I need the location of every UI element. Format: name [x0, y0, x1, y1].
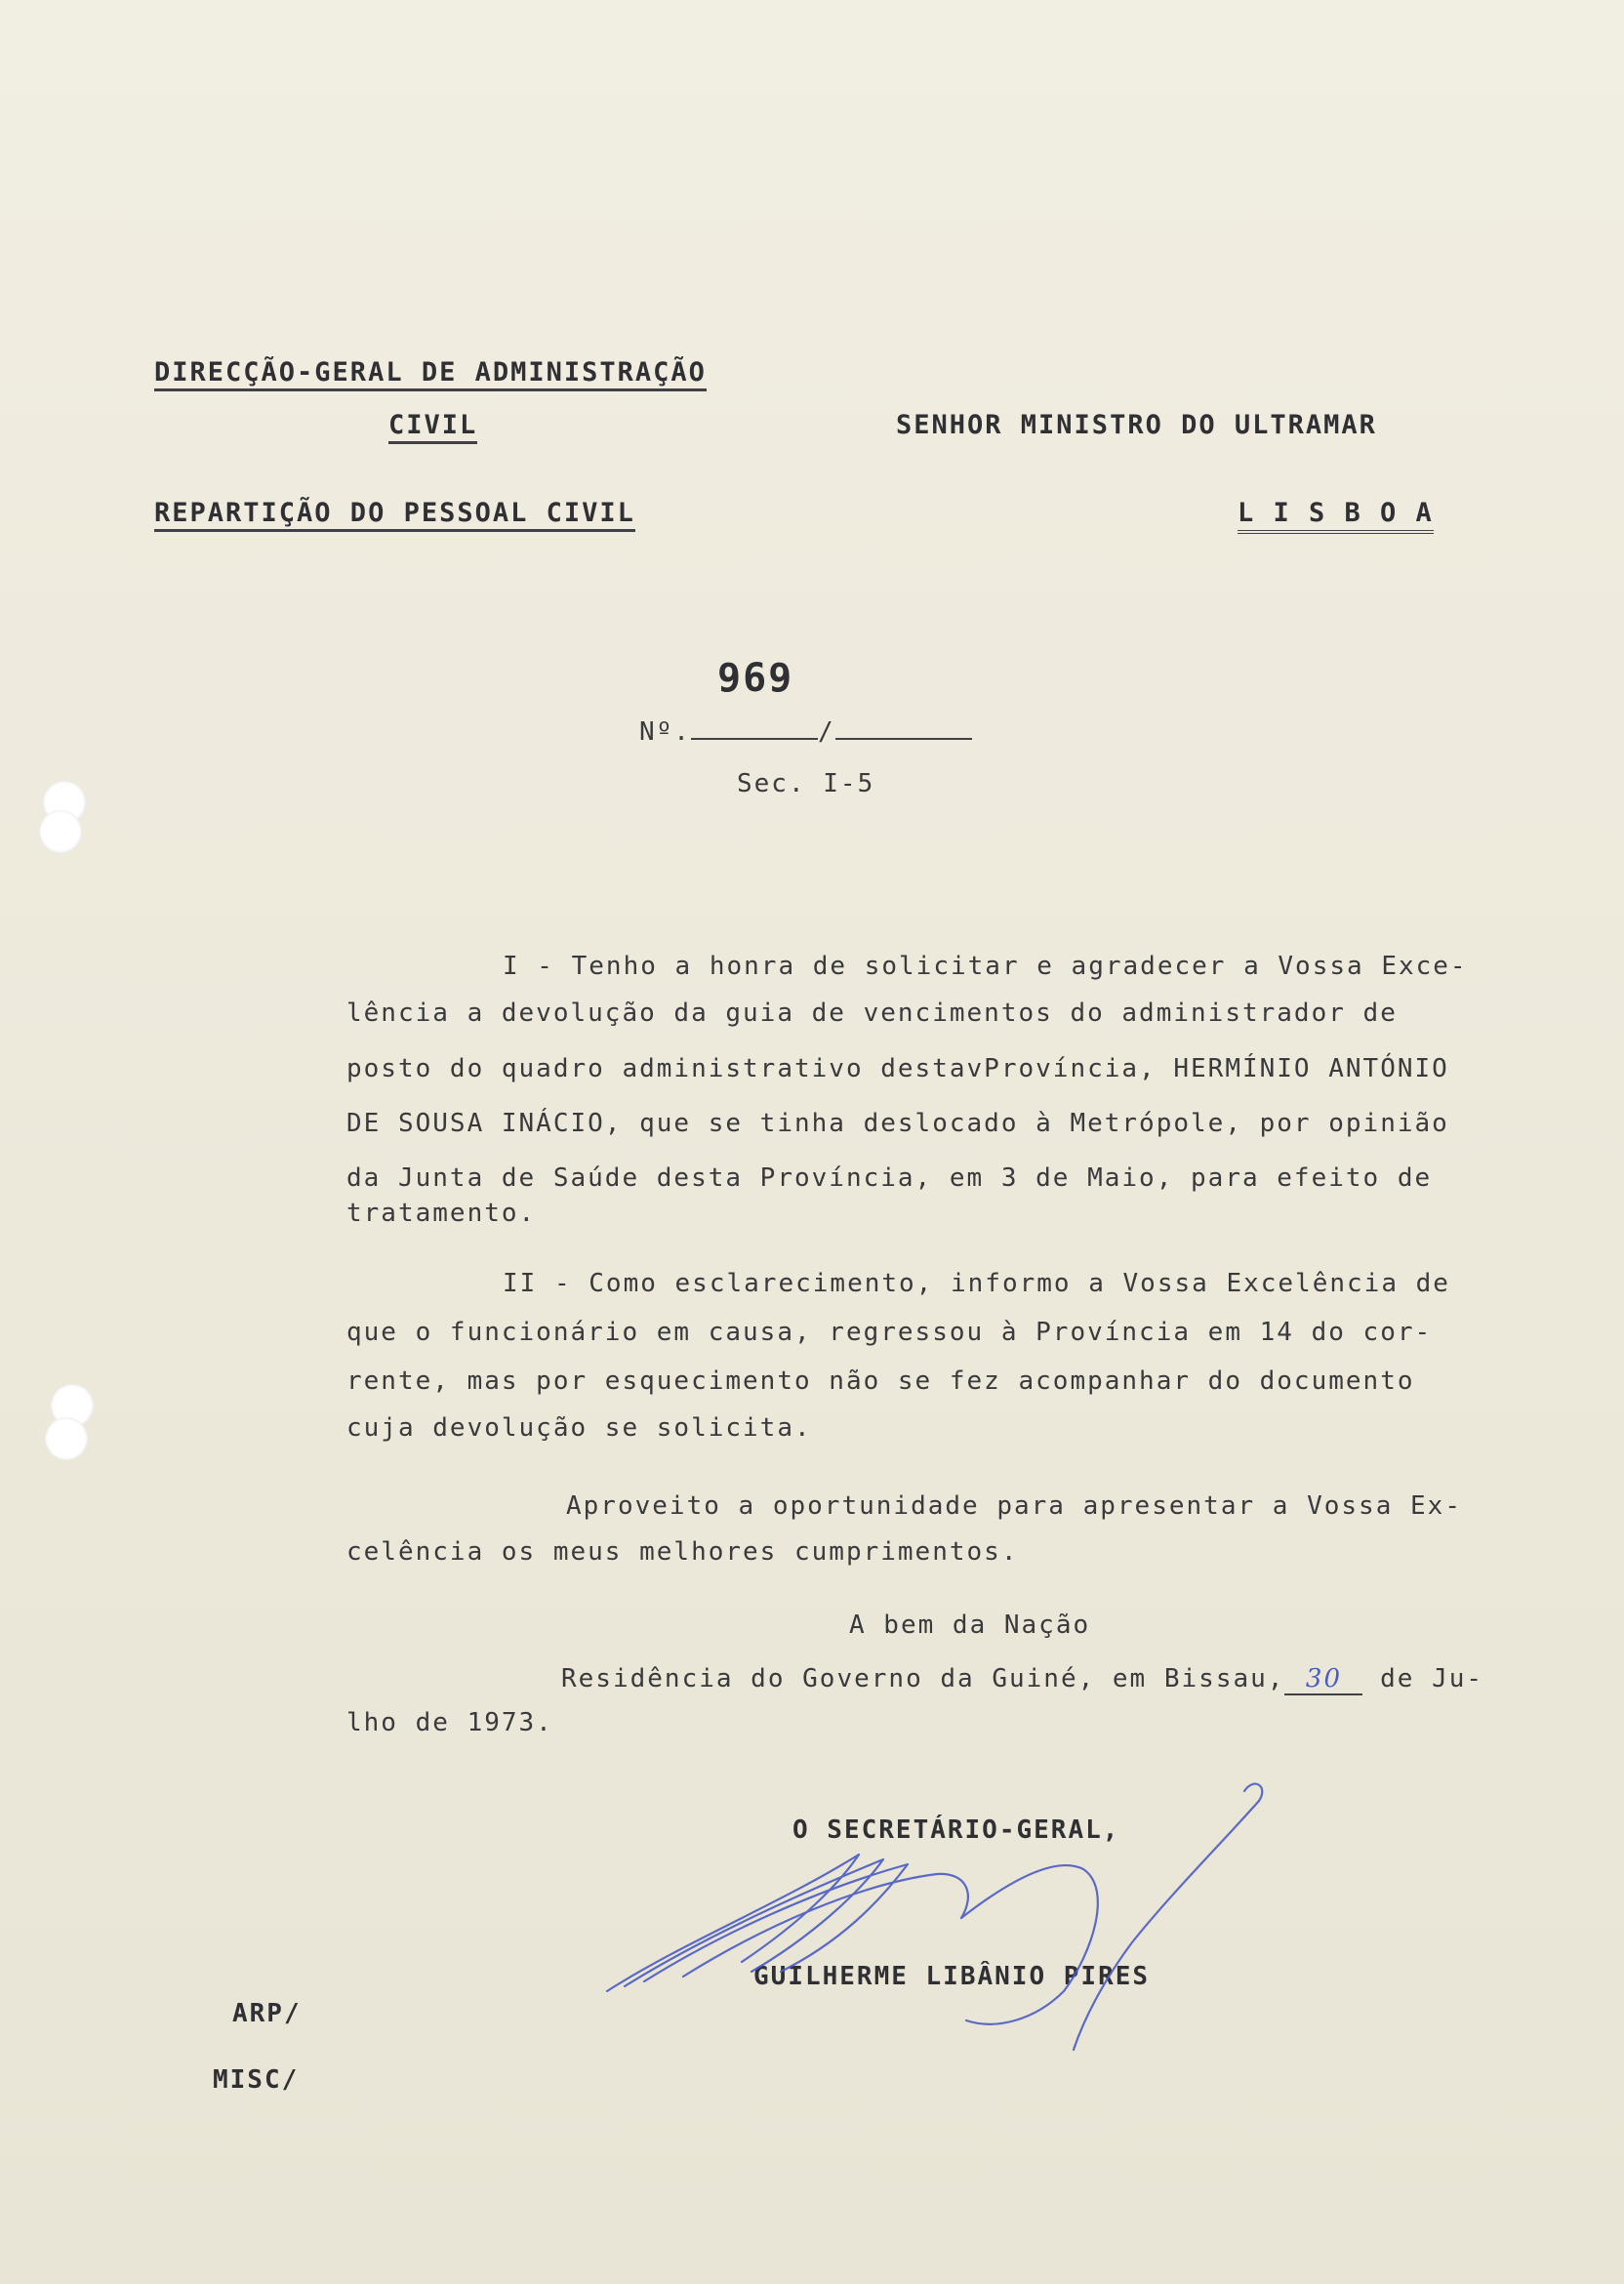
closing-place-suffix: de Ju- [1380, 1664, 1484, 1693]
reference-slash: / [817, 717, 835, 747]
addressee: SENHOR MINISTRO DO ULTRAMAR [896, 410, 1377, 440]
paragraph-2-line-1: II - Como esclarecimento, informo a Vossa Excelência de [503, 1269, 1450, 1298]
paragraph-3-line-2: celência os meus melhores cumprimentos. [346, 1537, 1019, 1567]
paragraph-1-line-2: lência a devolução da guia de vencimentos do administrador de [346, 999, 1398, 1028]
paragraph-1-line-1: I - Tenho a honra de solicitar e agradecer a Vossa Exce- [503, 952, 1468, 981]
footer-ref-misc: MISC/ [213, 2065, 300, 2095]
closing-place-prefix: Residência do Governo da Guiné, em Bissau, [561, 1664, 1285, 1693]
department-title: DIRECÇÃO-GERAL DE ADMINISTRAÇÃO [154, 359, 707, 391]
reference-number: 969 [717, 656, 794, 701]
closing-motto: A bem da Nação [849, 1611, 1091, 1640]
paragraph-1-line-6: tratamento. [346, 1199, 537, 1228]
paragraph-1-line-5: da Junta de Saúde desta Província, em 3 de Maio, para efeito de [346, 1163, 1433, 1193]
closing-day: 30 [1284, 1664, 1362, 1695]
paragraph-2-line-4: cuja devolução se solicita. [346, 1413, 812, 1443]
paragraph-2-line-3: rente, mas por esquecimento não se fez acompanhar do documento [346, 1366, 1415, 1396]
department-title-continued: CIVIL [388, 412, 477, 444]
signatory-name: GUILHERME LIBÂNIO PIRES [753, 1962, 1151, 1991]
paragraph-3-line-1: Aproveito a oportunidade para apresentar a Vossa Ex- [566, 1491, 1462, 1521]
paragraph-1-line-4: DE SOUSA INÁCIO, que se tinha deslocado à Metrópole, por opinião [346, 1109, 1449, 1138]
reference-section: Sec. I-5 [737, 769, 875, 798]
signatory-title: O SECRETÁRIO-GERAL, [792, 1815, 1120, 1845]
paragraph-1-line-3: posto do quadro administrativo destavProvíncia, HERMÍNIO ANTÓNIO [346, 1054, 1449, 1083]
footer-ref-arp: ARP/ [232, 1999, 302, 2028]
reference-no-text: Nº. [639, 717, 691, 747]
section-title: REPARTIÇÃO DO PESSOAL CIVIL [154, 500, 635, 532]
closing-date-end: lho de 1973. [346, 1708, 553, 1737]
addressee-city: L I S B O A [1238, 500, 1434, 534]
paragraph-2-line-2: que o funcionário em causa, regressou à Província em 14 do cor- [346, 1318, 1433, 1347]
